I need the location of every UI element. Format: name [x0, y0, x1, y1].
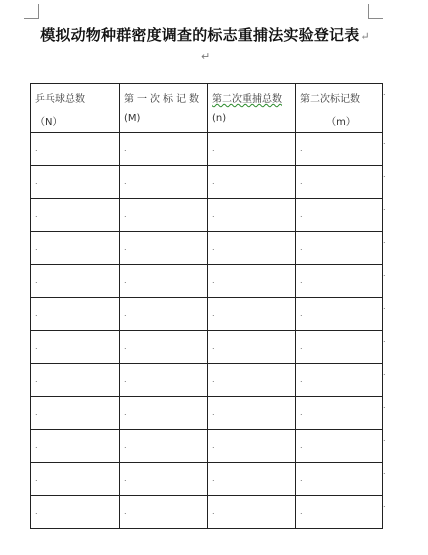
- registration-table: [30, 83, 383, 529]
- cell-end-mark: .: [35, 441, 38, 450]
- cell-end-mark: .: [124, 441, 127, 450]
- header-cell-recapture-total[interactable]: [208, 84, 296, 133]
- table-cell[interactable]: [31, 496, 120, 529]
- row-end-mark: .: [383, 268, 386, 278]
- cell-end-mark: .: [212, 474, 215, 483]
- table-row: [31, 496, 383, 529]
- header-label: 第一次标记数: [124, 94, 202, 105]
- table-cell[interactable]: [296, 331, 383, 364]
- row-end-mark: .: [383, 466, 386, 476]
- table-cell[interactable]: [120, 166, 208, 199]
- cell-end-mark: .: [124, 309, 127, 318]
- table-cell[interactable]: [208, 133, 296, 166]
- cell-end-mark: .: [212, 408, 215, 417]
- table-cell[interactable]: [120, 331, 208, 364]
- table-cell[interactable]: [208, 298, 296, 331]
- table-cell[interactable]: [296, 199, 383, 232]
- row-end-mark: .: [383, 334, 386, 344]
- header-cell-first-marked[interactable]: [120, 84, 208, 133]
- row-end-mark: .: [383, 202, 386, 212]
- header-cell-second-marked[interactable]: [296, 84, 383, 133]
- table-cell[interactable]: [31, 397, 120, 430]
- cell-end-mark: .: [212, 276, 215, 285]
- table-row: [31, 364, 383, 397]
- cell-end-mark: .: [124, 507, 127, 516]
- table-cell[interactable]: [31, 133, 120, 166]
- table-cell[interactable]: [296, 232, 383, 265]
- cell-end-mark: .: [300, 408, 303, 417]
- cell-end-mark: .: [300, 342, 303, 351]
- table-cell[interactable]: [120, 463, 208, 496]
- cell-end-mark: .: [300, 177, 303, 186]
- table-cell[interactable]: [208, 397, 296, 430]
- cell-end-mark: .: [35, 276, 38, 285]
- title-text: 模拟动物种群密度调查的标志重捕法实验登记表: [40, 26, 360, 44]
- table-cell[interactable]: [208, 166, 296, 199]
- cell-end-mark: .: [212, 507, 215, 516]
- table-cell[interactable]: [296, 463, 383, 496]
- table-cell[interactable]: [296, 298, 383, 331]
- table-cell[interactable]: [208, 364, 296, 397]
- header-symbol: (M): [124, 113, 141, 124]
- table-cell[interactable]: [296, 133, 383, 166]
- table-cell[interactable]: [296, 265, 383, 298]
- cell-end-mark: .: [35, 474, 38, 483]
- cell-end-mark: .: [35, 507, 38, 516]
- table-cell[interactable]: [208, 265, 296, 298]
- cell-end-mark: .: [35, 243, 38, 252]
- cell-end-mark: .: [212, 144, 215, 153]
- row-end-mark: .: [383, 499, 386, 509]
- cell-end-mark: .: [300, 243, 303, 252]
- table-cell[interactable]: [296, 397, 383, 430]
- table-cell[interactable]: [208, 331, 296, 364]
- table-cell[interactable]: [31, 463, 120, 496]
- cell-end-mark: .: [300, 474, 303, 483]
- row-end-mark: .: [383, 87, 386, 97]
- document-title: [0, 24, 410, 45]
- cell-end-mark: .: [300, 375, 303, 384]
- table-cell[interactable]: [208, 496, 296, 529]
- row-end-mark: .: [383, 433, 386, 443]
- table-row: [31, 463, 383, 496]
- cell-end-mark: .: [124, 144, 127, 153]
- cell-end-mark: .: [300, 210, 303, 219]
- table-cell[interactable]: [120, 199, 208, 232]
- table-cell[interactable]: [120, 265, 208, 298]
- table-cell[interactable]: [208, 232, 296, 265]
- row-end-mark: .: [383, 235, 386, 245]
- cell-end-mark: .: [35, 375, 38, 384]
- table-cell[interactable]: [31, 166, 120, 199]
- cell-end-mark: .: [35, 309, 38, 318]
- row-end-mark: .: [383, 400, 386, 410]
- table-cell[interactable]: [296, 430, 383, 463]
- table-row: [31, 232, 383, 265]
- cell-end-mark: .: [35, 342, 38, 351]
- table-cell[interactable]: [31, 430, 120, 463]
- cell-end-mark: .: [124, 375, 127, 384]
- table-cell[interactable]: [31, 364, 120, 397]
- cell-end-mark: .: [124, 408, 127, 417]
- row-end-mark: .: [383, 136, 386, 146]
- table-cell[interactable]: [296, 496, 383, 529]
- cell-end-mark: .: [124, 243, 127, 252]
- table-cell[interactable]: [31, 199, 120, 232]
- cell-end-mark: .: [35, 408, 38, 417]
- header-cell-total[interactable]: [31, 84, 120, 133]
- cell-end-mark: .: [35, 177, 38, 186]
- header-symbol: （m）: [326, 117, 356, 128]
- header-label: 乒乓球总数: [35, 94, 85, 105]
- cell-end-mark: .: [300, 309, 303, 318]
- header-symbol: （N）: [35, 117, 63, 128]
- paragraph-mark: ↵: [360, 30, 370, 43]
- table-cell[interactable]: [31, 298, 120, 331]
- table-row: [31, 430, 383, 463]
- table-cell[interactable]: [120, 232, 208, 265]
- table-cell[interactable]: [120, 397, 208, 430]
- table-row: [31, 298, 383, 331]
- crop-mark-top-right: [368, 4, 383, 19]
- cell-end-mark: .: [212, 177, 215, 186]
- row-end-mark: .: [383, 367, 386, 377]
- table-cell[interactable]: [31, 331, 120, 364]
- table-cell[interactable]: [31, 265, 120, 298]
- header-label: 第二次重捕总数: [212, 94, 282, 105]
- cell-end-mark: .: [212, 342, 215, 351]
- cell-end-mark: .: [124, 177, 127, 186]
- table-cell[interactable]: [208, 463, 296, 496]
- cell-end-mark: .: [124, 276, 127, 285]
- cell-end-mark: .: [212, 243, 215, 252]
- table-row: [31, 397, 383, 430]
- cell-end-mark: .: [212, 375, 215, 384]
- table-header-row: [31, 84, 383, 133]
- table-cell[interactable]: [208, 199, 296, 232]
- cell-end-mark: .: [300, 507, 303, 516]
- cell-end-mark: .: [35, 144, 38, 153]
- blank-paragraph-mark: ↵: [201, 50, 211, 63]
- table-cell[interactable]: [120, 496, 208, 529]
- header-label: 第二次标记数: [300, 94, 360, 105]
- table-cell[interactable]: [120, 364, 208, 397]
- table-row: [31, 265, 383, 298]
- table-row: [31, 331, 383, 364]
- cell-end-mark: .: [212, 441, 215, 450]
- header-symbol: (n): [212, 113, 227, 124]
- table-cell[interactable]: [120, 133, 208, 166]
- crop-mark-top-left: [24, 4, 39, 19]
- table-cell[interactable]: [31, 232, 120, 265]
- cell-end-mark: .: [300, 144, 303, 153]
- table-row: [31, 199, 383, 232]
- cell-end-mark: .: [212, 309, 215, 318]
- table-row: [31, 166, 383, 199]
- row-end-mark: .: [383, 301, 386, 311]
- cell-end-mark: .: [212, 210, 215, 219]
- cell-end-mark: .: [300, 441, 303, 450]
- table-cell[interactable]: [296, 364, 383, 397]
- table-cell[interactable]: [296, 166, 383, 199]
- cell-end-mark: .: [300, 276, 303, 285]
- table-cell[interactable]: [120, 298, 208, 331]
- cell-end-mark: .: [124, 210, 127, 219]
- cell-end-mark: .: [35, 210, 38, 219]
- table-cell[interactable]: [120, 430, 208, 463]
- cell-end-mark: .: [124, 342, 127, 351]
- table-cell[interactable]: [208, 430, 296, 463]
- row-end-mark: .: [383, 169, 386, 179]
- table-row: [31, 133, 383, 166]
- cell-end-mark: .: [124, 474, 127, 483]
